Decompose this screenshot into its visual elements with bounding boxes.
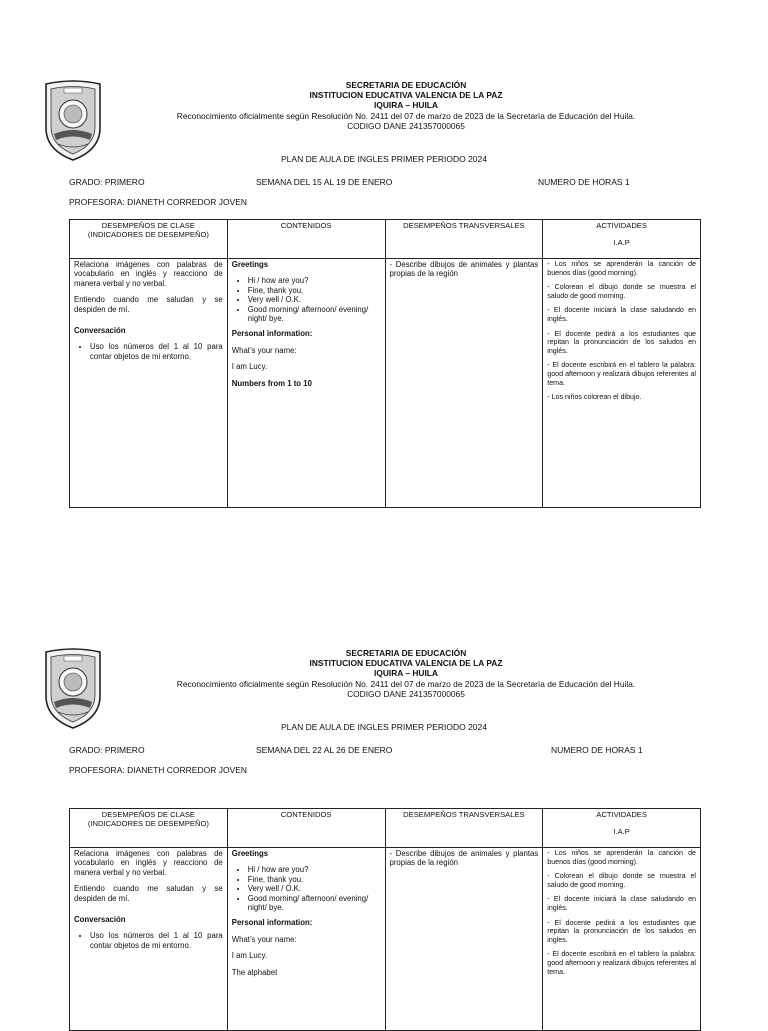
cell-actividades [543, 259, 701, 508]
institution-header [110, 648, 702, 699]
greeting-item: • Fine, thank you. [248, 286, 381, 295]
actividad-item: - Los niños se aprenderán la canción de buenos días (good morning). [547, 849, 696, 866]
header-codigo: CODIGO DANE 241357000065 [347, 120, 465, 131]
plan-table [69, 808, 701, 1031]
header-desempenos-line2: (INDICADORES DE DESEMPEÑO) [87, 230, 209, 240]
school-crest-icon [40, 646, 106, 730]
alphabet-item: The alphabet [231, 967, 278, 977]
table-header-row [70, 220, 701, 259]
desempeno-text-2: Entiendo cuando me saludan y se despiden de mí. [74, 884, 223, 903]
name-answer: I am Lucy. [231, 362, 268, 372]
actividad-item: - El docente iniciará la clase saludando en inglés. [547, 895, 696, 912]
table-row [70, 259, 701, 508]
name-question: What’s your name: [231, 345, 297, 355]
name-answer: I am Lucy. [231, 951, 268, 961]
school-crest-icon [40, 78, 106, 162]
actividad-item: - Colorean el dibujo donde se muestra el saludo de good morning. [547, 283, 696, 300]
header-desempenos-line2: (INDICADORES DE DESEMPEÑO) [87, 819, 209, 829]
personal-info-heading: Personal information: [231, 329, 313, 339]
cell-transversales: - Describe dibujos de animales y plantas propias de la región [385, 848, 543, 1031]
col-contenidos: CONTENIDOS [227, 220, 385, 259]
col-actividades [543, 809, 701, 848]
col-transversales: DESEMPEÑOS TRANSVERSALES [385, 809, 543, 848]
greeting-item: • Fine, thank you. [248, 875, 381, 884]
cell-contenidos [227, 259, 385, 508]
actividad-item: - El docente iniciará la clase saludando en inglés. [547, 306, 696, 323]
greetings-heading: Greetings [231, 849, 269, 858]
grado-label: GRADO: PRIMERO [69, 745, 145, 755]
horas-label: NUMERO DE HORAS 1 [551, 745, 643, 755]
greeting-item: • Very well / O.K. [248, 295, 381, 304]
desempeno-text-1: Relaciona imágenes con palabras de vocabulario en inglés y reacciono de manera verbal y no verbal. [74, 849, 223, 877]
greeting-item: • Very well / O.K. [248, 884, 381, 893]
actividad-item: - El docente escribirá en el tablero la palabra: good afternoon y realizará dibujos referentes al tema. [547, 361, 696, 387]
col-desempenos [70, 220, 228, 259]
header-reconocimiento: Reconocimiento oficialmente según Resolución No. 2411 del 07 de marzo de 2023 de la Secretaría de Educación del Huila. [176, 678, 636, 689]
cell-desempenos [70, 259, 228, 508]
cell-transversales: - Describe dibujos de animales y plantas propias de la región [385, 259, 543, 508]
cell-contenidos [227, 848, 385, 1031]
greeting-item: • Good morning/ afternoon/ evening/ night/ bye. [248, 305, 381, 324]
numbers-heading: Numbers from 1 to 10 [231, 378, 312, 388]
actividad-item: - Colorean el dibujo donde se muestra el saludo de good morning. [547, 872, 696, 889]
semana-label: SEMANA DEL 15 AL 19 DE ENERO [256, 177, 393, 187]
col-actividades [543, 220, 701, 259]
header-iap: I.A.P [613, 827, 630, 837]
header-reconocimiento: Reconocimiento oficialmente según Resolución No. 2411 del 07 de marzo de 2023 de la Secretaría de Educación del Huila. [176, 110, 636, 121]
header-desempenos-line1: DESEMPEÑOS DE CLASE [101, 221, 195, 230]
grado-label: GRADO: PRIMERO [69, 177, 145, 187]
plan-title: PLAN DE AULA DE INGLES PRIMER PERIODO 2024 [281, 722, 487, 732]
table-header-row [70, 809, 701, 848]
header-actividades: ACTIVIDADES [596, 221, 647, 230]
plan-table [69, 219, 701, 508]
greeting-item: • Hi / how are you? [248, 276, 381, 285]
desempeno-bullet: • Uso los números del 1 al 10 para contar objetos de mi entorno. [90, 342, 223, 361]
header-desempenos-line1: DESEMPEÑOS DE CLASE [101, 810, 195, 819]
header-actividades: ACTIVIDADES [596, 810, 647, 819]
col-transversales: DESEMPEÑOS TRANSVERSALES [385, 220, 543, 259]
actividad-item: - Los niños colorean el dibujo. [547, 393, 642, 402]
desempeno-text-2: Entiendo cuando me saludan y se despiden de mí. [74, 295, 223, 314]
header-secretaria: SECRETARIA DE EDUCACIÓN [345, 648, 467, 658]
institution-header [110, 80, 702, 131]
horas-label: NUMERO DE HORAS 1 [538, 177, 630, 187]
header-institucion: INSTITUCION EDUCATIVA VALENCIA DE LA PAZ [309, 658, 503, 669]
plan-title: PLAN DE AULA DE INGLES PRIMER PERIODO 2024 [281, 154, 487, 164]
col-contenidos: CONTENIDOS [227, 809, 385, 848]
conversacion-heading: Conversación [74, 326, 126, 336]
desempeno-text-1: Relaciona imágenes con palabras de vocabulario en inglés y reacciono de manera verbal y no verbal. [74, 260, 223, 288]
header-lugar: IQUIRA – HUILA [374, 668, 438, 679]
actividad-item: - El docente pedirá a los estudiantes que repitan la pronunciación de los saludos en inglés. [547, 329, 696, 355]
col-desempenos [70, 809, 228, 848]
profesora-label: PROFESORA: DIANETH CORREDOR JOVEN [69, 765, 248, 775]
header-lugar: IQUIRA – HUILA [374, 100, 438, 111]
profesora-label: PROFESORA: DIANETH CORREDOR JOVEN [69, 197, 248, 207]
desempeno-bullet: • Uso los números del 1 al 10 para contar objetos de mi entorno. [90, 931, 223, 950]
actividad-item: - Los niños se aprenderán la canción de buenos días (good morning). [547, 260, 696, 277]
greeting-item: • Hi / how are you? [248, 865, 381, 874]
greetings-heading: Greetings [231, 260, 269, 269]
cell-desempenos [70, 848, 228, 1031]
header-iap: I.A.P [613, 238, 630, 248]
header-secretaria: SECRETARIA DE EDUCACIÓN [345, 80, 467, 90]
actividad-item: - El docente escribirá en el tablero la palabra: good afternoon y realizará dibujos referentes al tema. [547, 950, 696, 976]
cell-actividades [543, 848, 701, 1031]
header-institucion: INSTITUCION EDUCATIVA VALENCIA DE LA PAZ [309, 90, 503, 101]
table-row [70, 848, 701, 1031]
actividad-item: - El docente pedirá a los estudiantes que repitan la pronunciación de los saludos en ingles. [547, 918, 696, 944]
name-question: What’s your name: [231, 934, 297, 944]
semana-label: SEMANA DEL 22 AL 26 DE ENERO [256, 745, 393, 755]
conversacion-heading: Conversación [74, 915, 126, 925]
personal-info-heading: Personal information: [231, 918, 313, 928]
greeting-item: • Good morning/ afternoon/ evening/ night/ bye. [248, 894, 381, 913]
header-codigo: CODIGO DANE 241357000065 [347, 688, 465, 699]
